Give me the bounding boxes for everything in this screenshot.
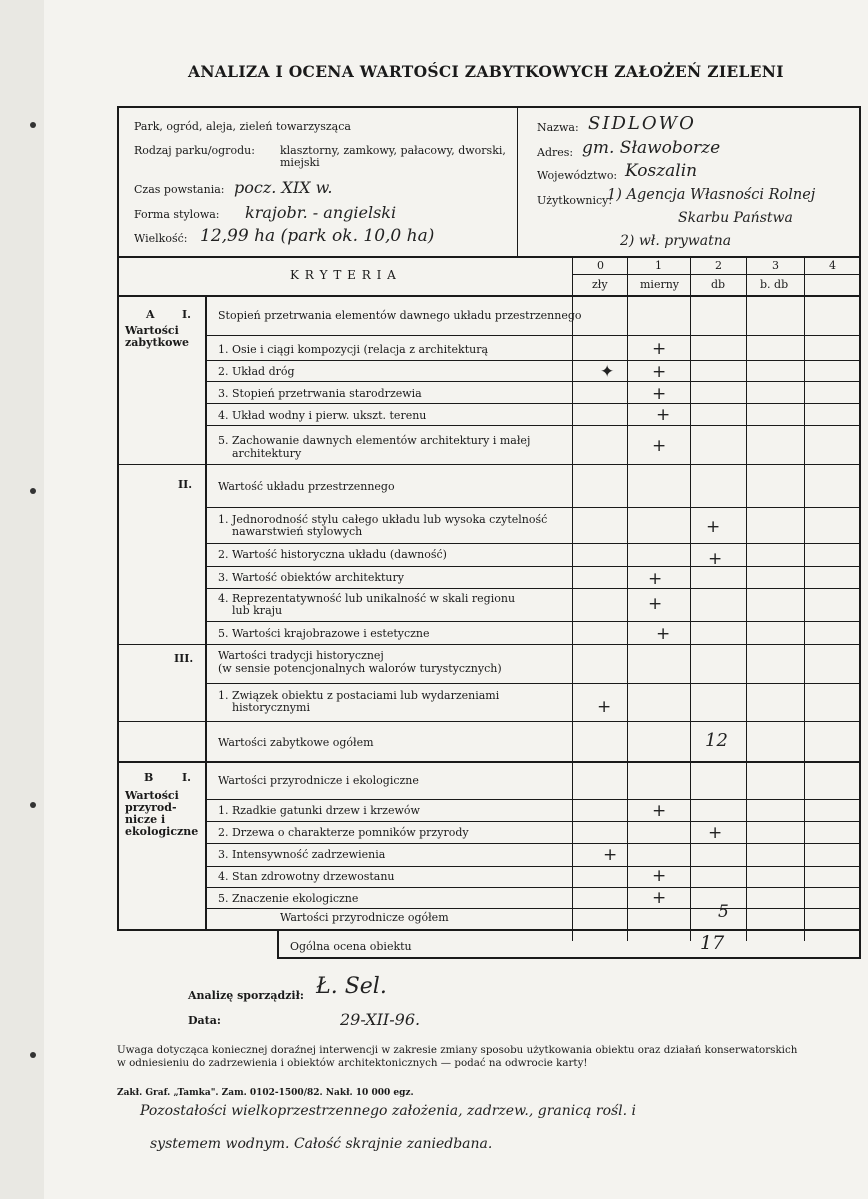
- overall-bottom: [277, 957, 861, 959]
- section-b-name-3: nicze i: [125, 813, 166, 826]
- score-num-4: 4: [829, 259, 836, 272]
- section-a-roman-3: III.: [174, 652, 194, 665]
- col-line-4: [804, 256, 805, 941]
- score-header-mid: [572, 274, 861, 275]
- score-name-1: mierny: [640, 278, 680, 291]
- mark-b1-4: +: [652, 866, 667, 886]
- score-name-3: b. db: [760, 278, 789, 291]
- punch-hole: [30, 1052, 36, 1058]
- czas-value: pocz. XIX w.: [234, 178, 333, 197]
- mark-a1-5: +: [652, 436, 667, 456]
- section-a-name: Wartości: [125, 324, 179, 337]
- criterion-b1-2: 2. Drzewa o charakterze pomników przyrody: [218, 826, 469, 839]
- criterion-a1-4: 4. Układ wodny i pierw. ukszt. terenu: [218, 409, 427, 422]
- mark-a1-2-zly: ✦: [600, 362, 615, 382]
- uzytkownicy-value-1: 1) Agencja Własności Rolnej: [607, 187, 816, 203]
- mark-a2-1: +: [706, 517, 721, 537]
- frame-top: [117, 106, 861, 108]
- section-b-total-value: 5: [718, 902, 729, 922]
- wojewodztwo-label: Województwo:: [537, 169, 618, 182]
- note-line-2: systemem wodnym. Całość skrajnie zaniedbana.: [150, 1136, 493, 1152]
- uzytkownicy-value-2: Skarbu Państwa: [678, 210, 793, 226]
- criterion-a1-5: 5. Zachowanie dawnych elementów architektury i małej: [218, 434, 531, 447]
- col-line-0: [572, 256, 573, 941]
- mark-b1-1: +: [652, 801, 667, 821]
- criterion-a3-1-cont: historycznymi: [232, 701, 310, 714]
- punch-hole: [30, 488, 36, 494]
- row-line: [117, 644, 861, 645]
- row-line: [207, 543, 861, 544]
- row-line: [207, 566, 861, 567]
- section-a-name-2: zabytkowe: [125, 336, 189, 349]
- criterion-a2-3: 3. Wartość obiektów architektury: [218, 571, 404, 584]
- mark-a1-4: +: [656, 405, 671, 425]
- mark-a1-2: +: [652, 362, 667, 382]
- criterion-a1-1: 1. Osie i ciągi kompozycji (relacja z architekturą: [218, 343, 489, 356]
- section-a-total-value: 12: [705, 730, 728, 751]
- criterion-a2-4-cont: lub kraju: [232, 604, 283, 617]
- group-a3-subtitle: (w sensie potencjonalnych walorów turystycznych): [218, 662, 502, 675]
- criterion-a2-1-cont: nawarstwień stylowych: [232, 525, 363, 538]
- wielkosc-label: Wielkość:: [134, 232, 188, 245]
- adres-label: Adres:: [537, 146, 574, 159]
- park-types: Park, ogród, aleja, zieleń towarzysząca: [134, 120, 351, 133]
- section-b-roman: I.: [182, 771, 191, 784]
- row-line: [207, 360, 861, 361]
- mark-a2-4: +: [648, 594, 663, 614]
- criterion-b1-3: 3. Intensywność zadrzewienia: [218, 848, 386, 861]
- nazwa-value: SIDLOWO: [588, 113, 696, 134]
- frame-mask: [117, 931, 277, 961]
- mark-b1-2: +: [708, 823, 723, 843]
- signature: Ł. Sel.: [316, 974, 387, 999]
- rodzaj-values: klasztorny, zamkowy, pałacowy, dworski,: [280, 144, 506, 157]
- col-line-1: [627, 256, 628, 941]
- adres-value: gm. Sławoborze: [582, 138, 721, 158]
- mark-a3-1: +: [597, 697, 612, 717]
- section-b-name-4: ekologiczne: [125, 825, 199, 838]
- punch-hole: [30, 802, 36, 808]
- score-name-0: zły: [592, 278, 608, 291]
- group-a2-title: Wartość układu przestrzennego: [218, 480, 395, 493]
- section-b-letter: B: [144, 771, 154, 784]
- col-line-3: [746, 256, 747, 941]
- nazwa-label: Nazwa:: [537, 121, 579, 134]
- czas-label: Czas powstania:: [134, 183, 225, 196]
- note-line-1: Pozostałości wielkoprzestrzennego założenia, zadrzew., granicą rośl. i: [140, 1103, 637, 1119]
- uwaga-line-2: w odniesieniu do zadrzewienia i obiektów architektonicznych — podać na odwrocie karty!: [117, 1057, 588, 1069]
- criterion-a2-2: 2. Wartość historyczna układu (dawność): [218, 548, 447, 561]
- section-a-letter: A: [146, 308, 155, 321]
- overall-left: [277, 929, 279, 959]
- row-line: [207, 908, 861, 909]
- row-line: [207, 507, 861, 508]
- rodzaj-values-2: miejski: [280, 156, 320, 169]
- criterion-b1-1: 1. Rzadkie gatunki drzew i krzewów: [218, 804, 420, 817]
- mark-a1-1: +: [652, 339, 667, 359]
- score-num-2: 2: [715, 259, 722, 272]
- group-b1-title: Wartości przyrodnicze i ekologiczne: [218, 774, 419, 787]
- header-bottom: [117, 256, 861, 258]
- section-a-bottom: [117, 761, 861, 763]
- mark-a1-3: +: [652, 384, 667, 404]
- row-line: [207, 425, 861, 426]
- row-line: [117, 721, 861, 722]
- row-line: [207, 588, 861, 589]
- row-line: [207, 821, 861, 822]
- uwaga-line-1: Uwaga dotycząca koniecznej doraźnej interwencji w zakresie zmiany sposobu użytkowania obiektu oraz działań konserwatorskich: [117, 1044, 798, 1056]
- section-b-name: Wartości: [125, 789, 179, 802]
- section-divider-b: [205, 763, 207, 930]
- mark-a2-3: +: [648, 569, 663, 589]
- uzytkownicy-value-3: 2) wł. prywatna: [620, 233, 732, 249]
- criterion-a1-5-cont: architektury: [232, 447, 302, 460]
- section-a-roman: I.: [182, 308, 191, 321]
- section-divider-a: [205, 297, 207, 761]
- scan-margin: [0, 0, 44, 1199]
- row-line: [207, 887, 861, 888]
- score-num-1: 1: [655, 259, 662, 272]
- header-divider: [517, 106, 518, 256]
- row-line: [207, 799, 861, 800]
- data-value: 29-XII-96.: [340, 1010, 421, 1029]
- mark-a2-2: +: [708, 549, 723, 569]
- punch-hole: [30, 122, 36, 128]
- criterion-a2-5: 5. Wartości krajobrazowe i estetyczne: [218, 627, 430, 640]
- criterion-a3-1: 1. Związek obiektu z postaciami lub wydarzeniami: [218, 689, 500, 702]
- criteria-label: K R Y T E R I A: [290, 268, 397, 282]
- overall-value: 17: [700, 932, 725, 954]
- group-a1-title: Stopień przetrwania elementów dawnego układu przestrzennego: [218, 309, 582, 322]
- overall-label: Ogólna ocena obiektu: [290, 940, 412, 953]
- criterion-a2-1: 1. Jednorodność stylu całego układu lub wysoka czytelność: [218, 513, 548, 526]
- criterion-b1-4: 4. Stan zdrowotny drzewostanu: [218, 870, 395, 883]
- section-a-total-label: Wartości zabytkowe ogółem: [218, 736, 374, 749]
- criterion-a2-4: 4. Reprezentatywność lub unikalność w skali regionu: [218, 592, 516, 605]
- data-label: Data:: [188, 1014, 221, 1027]
- frame-left: [117, 106, 119, 959]
- score-name-2: db: [711, 278, 726, 291]
- page-title: ANALIZA I OCENA WARTOŚCI ZABYTKOWYCH ZAŁOŻEŃ ZIELENI: [188, 62, 784, 81]
- score-num-0: 0: [597, 259, 604, 272]
- criterion-b1-5: 5. Znaczenie ekologiczne: [218, 892, 359, 905]
- row-line: [207, 381, 861, 382]
- section-a-roman-2: II.: [178, 478, 193, 491]
- mark-b1-5: +: [652, 888, 667, 908]
- col-line-2: [690, 256, 691, 941]
- criteria-header-bottom: [117, 295, 861, 297]
- imprint: Zakł. Graf. „Tamka". Zam. 0102-1500/82. Nakł. 10 000 egz.: [117, 1088, 414, 1098]
- row-line: [117, 464, 861, 465]
- mark-b1-3: +: [603, 845, 618, 865]
- section-b-total-label: Wartości przyrodnicze ogółem: [280, 911, 449, 924]
- frame-right: [859, 106, 861, 959]
- wielkosc-value: 12,99 ha (park ok. 10,0 ha): [200, 226, 435, 246]
- row-line: [207, 866, 861, 867]
- row-line: [207, 683, 861, 684]
- row-line: [207, 335, 861, 336]
- score-num-3: 3: [772, 259, 779, 272]
- group-a3-title: Wartości tradycji historycznej: [218, 649, 384, 662]
- row-line: [207, 843, 861, 844]
- section-b-name-2: przyrod-: [125, 801, 177, 814]
- forma-label: Forma stylowa:: [134, 208, 220, 221]
- mark-a2-5: +: [656, 624, 671, 644]
- rodzaj-label: Rodzaj parku/ogrodu:: [134, 144, 255, 157]
- row-line: [207, 403, 861, 404]
- forma-value: krajobr. - angielski: [245, 203, 397, 222]
- sporzadzil-label: Analizę sporządził:: [188, 989, 304, 1002]
- uzytkownicy-label: Użytkownicy:: [537, 194, 613, 207]
- criterion-a1-2: 2. Układ dróg: [218, 365, 295, 378]
- criterion-a1-3: 3. Stopień przetrwania starodrzewia: [218, 387, 422, 400]
- row-line: [207, 621, 861, 622]
- wojewodztwo-value: Koszalin: [625, 161, 698, 181]
